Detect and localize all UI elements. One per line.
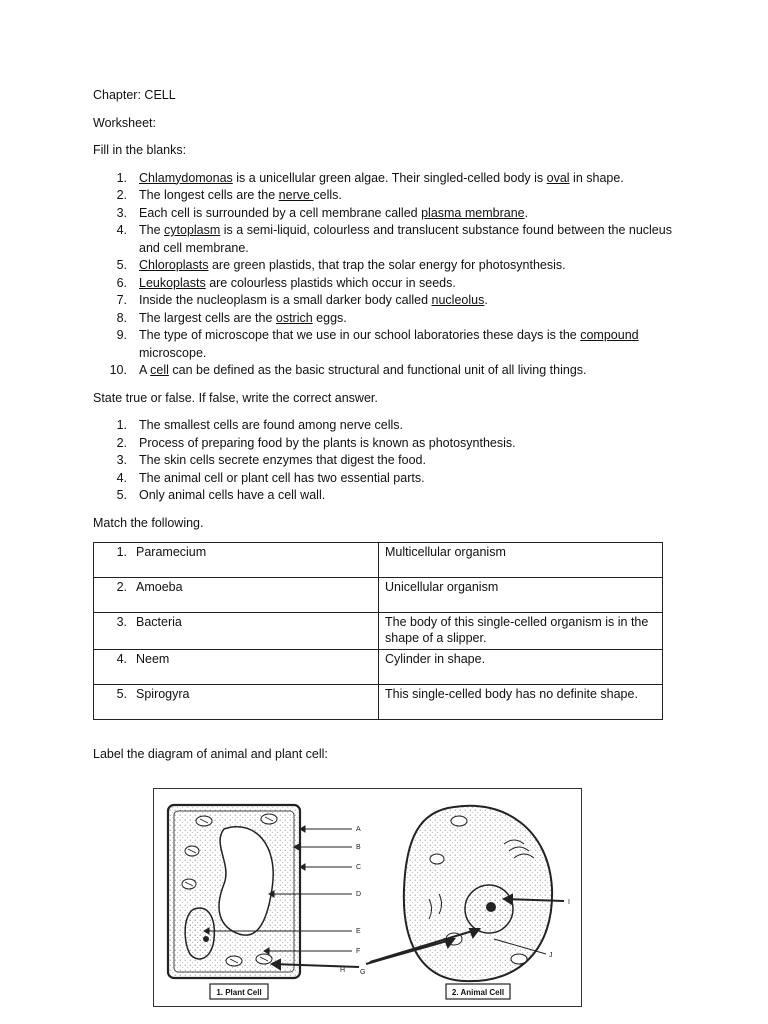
- match-left-cell: [94, 543, 379, 578]
- diagram-label-g: G: [360, 969, 366, 976]
- match-left-text: Paramecium: [136, 545, 207, 559]
- chapter-title: Chapter: CELL: [93, 88, 176, 102]
- label-heading: Label the diagram of animal and plant cell:: [93, 747, 328, 761]
- match-right-cell: Multicellular organism: [379, 543, 663, 578]
- item-number: 2.: [116, 580, 127, 594]
- match-left-text: Bacteria: [136, 615, 182, 629]
- diagram-label-d: D: [356, 891, 362, 898]
- worksheet-page: [93, 87, 693, 764]
- match-table: [93, 542, 663, 720]
- fill-item-6: [93, 275, 693, 293]
- match-heading: Match the following.: [93, 515, 204, 530]
- match-right-cell: This single-celled body has no definite shape.: [379, 685, 663, 720]
- item-text: Each cell is surrounded by a cell membrane called: [139, 205, 422, 220]
- item-text: cells.: [313, 188, 342, 202]
- diagram-label-b: B: [356, 844, 361, 851]
- plant-cell-drawing: [168, 805, 300, 978]
- item-text: The skin cells secrete enzymes that digest the food.: [139, 453, 426, 467]
- match-left-cell: [94, 685, 379, 720]
- item-number: 2.: [116, 435, 127, 450]
- tf-item-1: [93, 417, 693, 435]
- match-left-text: Neem: [136, 652, 170, 666]
- item-number: 2.: [116, 188, 127, 202]
- item-text: The smallest cells are found among nerve cells.: [139, 418, 404, 432]
- item-number: 5.: [116, 258, 127, 272]
- answer-text: ostrich: [275, 310, 313, 325]
- item-number: 5.: [116, 488, 127, 502]
- item-number: 10.: [109, 363, 127, 377]
- item-number: 1.: [116, 170, 127, 185]
- fill-item-1: [93, 170, 693, 188]
- item-number: 3.: [116, 615, 127, 629]
- fill-item-5: [93, 257, 693, 275]
- match-row: [94, 613, 663, 650]
- match-left-cell: [94, 578, 379, 613]
- item-text: Process of preparing food by the plants is known as photosynthesis.: [139, 435, 516, 450]
- answer-text: oval: [546, 170, 570, 185]
- item-text: Only animal cells have a cell wall.: [139, 488, 326, 502]
- tf-item-3: [93, 452, 693, 470]
- diagram-label-i: I: [568, 899, 570, 906]
- match-left-text: Amoeba: [136, 580, 183, 594]
- item-number: 1.: [116, 545, 127, 559]
- match-row: [94, 650, 663, 685]
- answer-text: plasma membrane: [421, 205, 525, 220]
- true-false-heading: State true or false. If false, write the correct answer.: [93, 390, 378, 405]
- fill-heading: Fill in the blanks:: [93, 143, 187, 157]
- match-right-cell: The body of this single-celled organism is in the shape of a slipper.: [379, 613, 663, 650]
- item-text: are colourless plastids which occur in seeds.: [205, 275, 456, 290]
- plant-cell-caption: 1. Plant Cell: [216, 988, 262, 997]
- answer-text: compound: [580, 328, 639, 342]
- fill-item-9: [93, 327, 693, 362]
- item-number: 8.: [116, 310, 127, 325]
- diagram-label-h: H: [340, 967, 346, 974]
- answer-text: Chloroplasts: [139, 258, 209, 272]
- item-text: in shape.: [569, 170, 624, 185]
- match-row: [94, 578, 663, 613]
- fill-item-2: [93, 187, 693, 205]
- worksheet-label: Worksheet:: [93, 115, 156, 130]
- item-text: The type of microscope that we use in our school laboratories these days is the: [139, 328, 581, 342]
- item-text: A: [139, 363, 151, 377]
- item-text: .: [524, 205, 529, 220]
- item-number: 4.: [116, 470, 127, 485]
- item-number: 3.: [116, 205, 127, 220]
- diagram-label-e: E: [356, 928, 361, 935]
- diagram-label-c: C: [356, 864, 362, 871]
- item-text: The animal cell or plant cell has two essential parts.: [139, 470, 425, 485]
- item-text: is a semi-liquid, colourless and translucent substance found between the nucleus and cell membrane.: [139, 223, 672, 255]
- item-number: 5.: [116, 687, 127, 701]
- answer-text: cell: [150, 363, 169, 377]
- item-text: eggs.: [312, 310, 347, 325]
- tf-item-2: [93, 435, 693, 453]
- item-number: 7.: [116, 293, 127, 307]
- animal-cell-drawing: [404, 806, 552, 981]
- fill-item-3: [93, 205, 693, 223]
- true-false-list: [93, 417, 693, 505]
- fill-item-7: [93, 292, 693, 310]
- tf-item-4: [93, 470, 693, 488]
- item-text: is a unicellular green algae. Their singled-celled body is: [232, 170, 547, 185]
- item-number: 4.: [116, 652, 127, 666]
- fill-item-10: [93, 362, 693, 380]
- answer-text: Chlamydomonas: [139, 170, 233, 185]
- item-text: .: [484, 293, 488, 307]
- item-number: 6.: [116, 275, 127, 290]
- diagram-label-f: F: [356, 948, 361, 955]
- fill-in-blanks-list: [93, 170, 693, 380]
- item-text: Inside the nucleoplasm is a small darker body called: [139, 293, 432, 307]
- diagram-label-a: A: [356, 826, 361, 833]
- item-number: 9.: [116, 328, 127, 342]
- item-text: microscope.: [139, 345, 207, 360]
- answer-text: Leukoplasts: [139, 275, 206, 290]
- item-number: 4.: [116, 223, 127, 237]
- answer-text: nerve: [278, 188, 314, 202]
- match-left-text: Spirogyra: [136, 687, 190, 701]
- match-left-cell: [94, 613, 379, 650]
- match-row: [94, 543, 663, 578]
- match-right-cell: Unicellular organism: [379, 578, 663, 613]
- item-number: 1.: [116, 418, 127, 432]
- match-row: [94, 685, 663, 720]
- item-text: can be defined as the basic structural and functional unit of all living things.: [168, 363, 587, 377]
- answer-text: nucleolus: [431, 293, 485, 307]
- item-text: The largest cells are the: [139, 310, 276, 325]
- match-right-cell: Cylinder in shape.: [379, 650, 663, 685]
- fill-item-4: [93, 222, 693, 257]
- fill-item-8: [93, 310, 693, 328]
- answer-text: cytoplasm: [164, 223, 221, 237]
- animal-cell-caption: 2. Animal Cell: [451, 988, 505, 997]
- item-number: 3.: [116, 453, 127, 467]
- item-text: The: [139, 223, 165, 237]
- item-text: The longest cells are the: [139, 188, 279, 202]
- cell-diagram: [153, 788, 582, 1007]
- item-text: are green plastids, that trap the solar energy for photosynthesis.: [208, 258, 566, 272]
- diagram-label-j: J: [549, 952, 553, 959]
- match-left-cell: [94, 650, 379, 685]
- tf-item-5: [93, 487, 693, 505]
